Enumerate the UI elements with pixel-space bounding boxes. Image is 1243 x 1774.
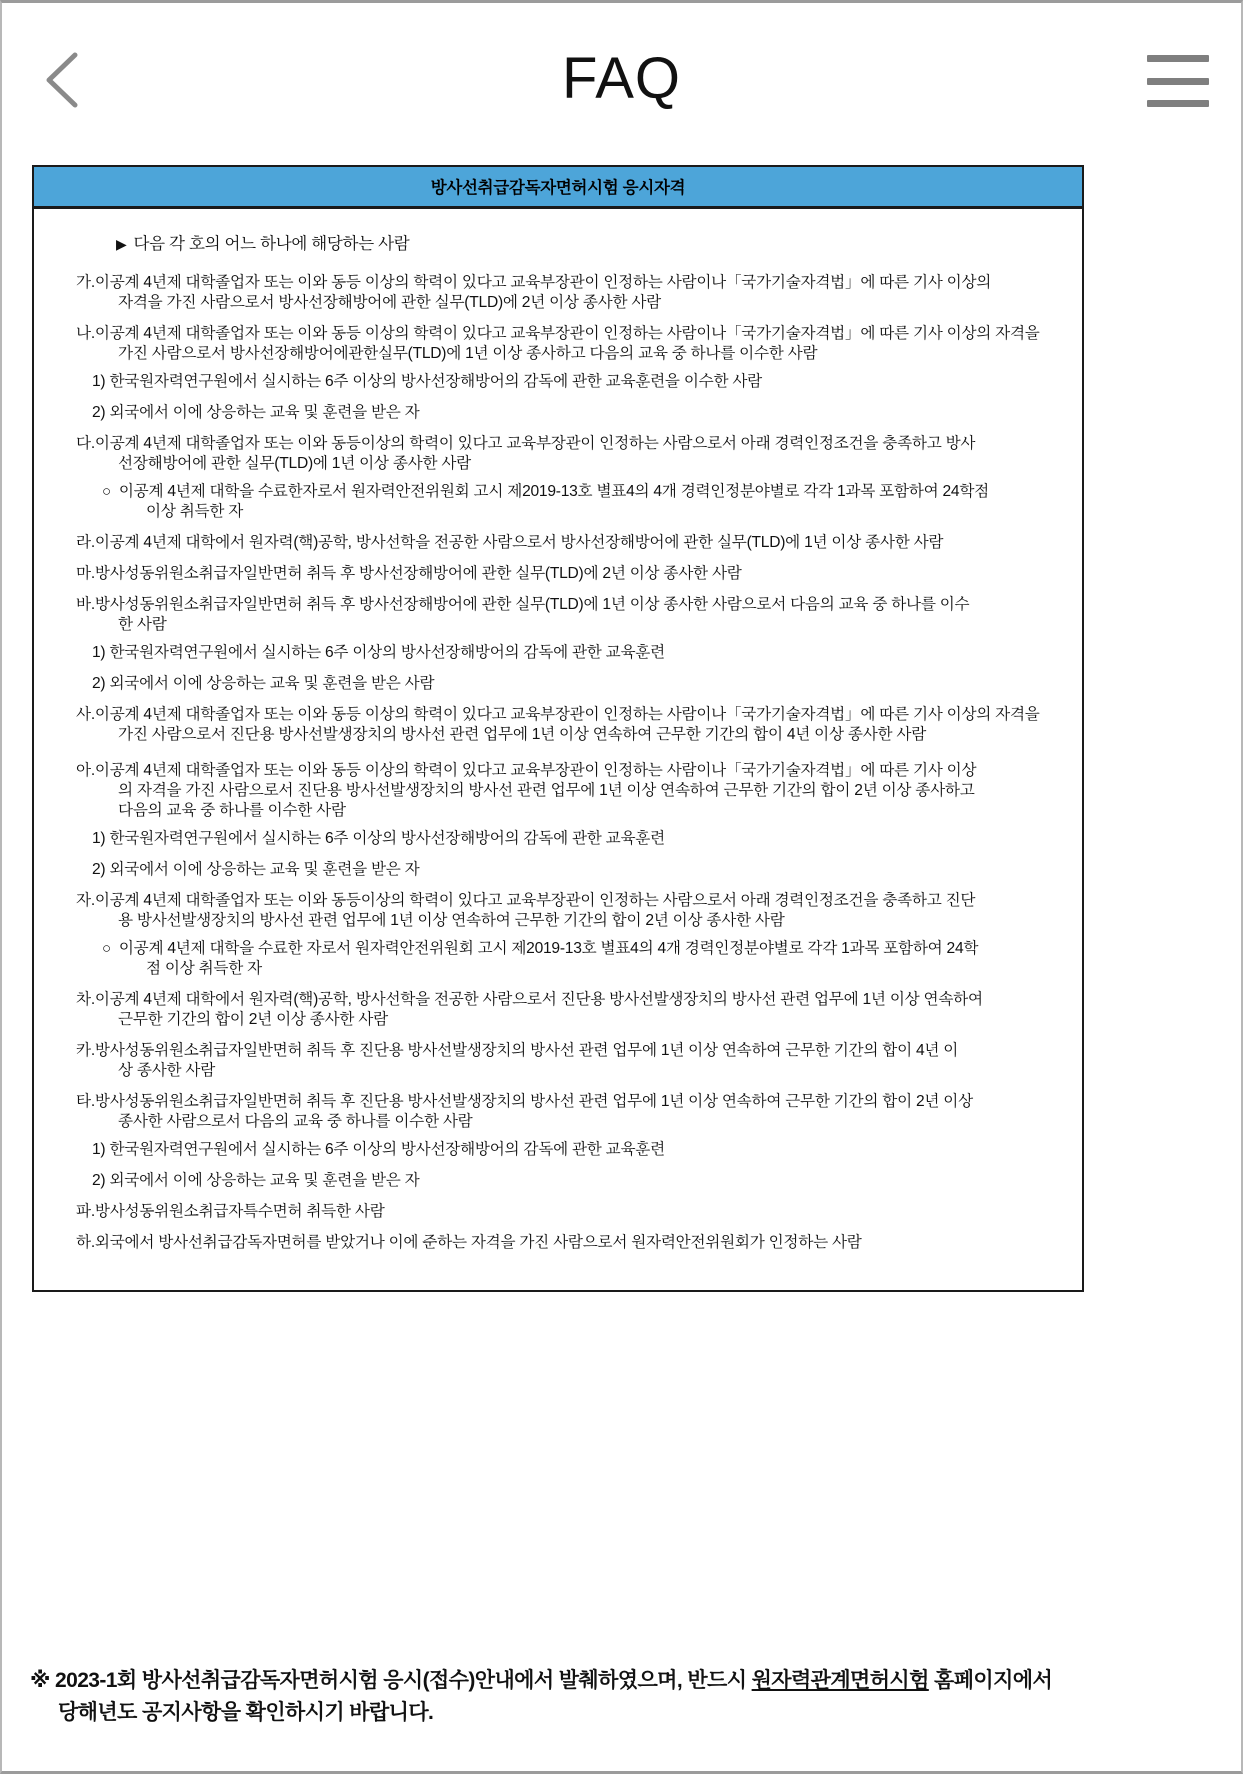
item-line: 종사한 사람으로서 다음의 교육 중 하나를 이수한 사람 <box>118 1113 473 1130</box>
lead-line <box>116 233 1072 255</box>
list-item <box>76 705 1072 745</box>
footnote-prefix: ※ 2023-1회 방사선취급감독자면허시험 응시(접수)안내에서 발췌하였으며, 반드시 <box>30 1669 752 1692</box>
list-item <box>76 1092 1072 1132</box>
sub-list <box>92 1140 1072 1191</box>
list-item <box>76 1041 1072 1081</box>
circle-text: 이공계 4년제 대학을 수료한자로서 원자력안전위원회 고시 제2019-13호 별표4의 4개 경력인정분야별로 각각 1과목 포함하여 24학점 <box>118 483 989 500</box>
list-item <box>76 891 1072 931</box>
sub-item: 1) 한국원자력연구원에서 실시하는 6주 이상의 방사선장해방어의 감독에 관한 교육훈련을 이수한 사람 <box>92 373 762 390</box>
sub-item: 2) 외국에서 이에 상응하는 교육 및 훈련을 받은 자 <box>92 861 420 878</box>
document-body <box>34 209 1082 1290</box>
sub-list <box>92 829 1072 880</box>
list-item <box>76 990 1072 1030</box>
item-line: 가진 사람으로서 진단용 방사선발생장치의 방사선 관련 업무에 1년 이상 연속하여 근무한 기간의 합이 4년 이상 종사한 사람 <box>118 726 927 743</box>
item-line: 파.방사성동위원소취급자특수면허 취득한 사람 <box>76 1203 385 1220</box>
menu-bar-2 <box>1147 78 1209 85</box>
sub-item: 2) 외국에서 이에 상응하는 교육 및 훈련을 받은 자 <box>92 404 420 421</box>
sub-item: 1) 한국원자력연구원에서 실시하는 6주 이상의 방사선장해방어의 감독에 관한 교육훈련 <box>92 644 665 661</box>
item-line: 다음의 교육 중 하나를 이수한 사람 <box>118 802 346 819</box>
sub-item: 1) 한국원자력연구원에서 실시하는 6주 이상의 방사선장해방어의 감독에 관한 교육훈련 <box>92 830 665 847</box>
app-bar <box>2 3 1241 155</box>
list-item <box>76 324 1072 364</box>
item-line: 자격을 가진 사람으로서 방사선장해방어에 관한 실무(TLD)에 2년 이상 종사한 사람 <box>118 294 661 311</box>
item-line: 하.외국에서 방사선취급감독자면허를 받았거나 이에 준하는 자격을 가진 사람으로서 원자력안전위원회가 인정하는 사람 <box>76 1234 862 1251</box>
circle-line <box>102 939 1072 959</box>
circle-text: 이공계 4년제 대학을 수료한 자로서 원자력안전위원회 고시 제2019-13호 별표4의 4개 경력인정분야별로 각각 1과목 포함하여 24학 <box>118 940 979 957</box>
item-line: 타.방사성동위원소취급자일반면허 취득 후 진단용 방사선발생장치의 방사선 관련 업무에 1년 이상 연속하여 근무한 기간의 합이 2년 이상 <box>76 1093 973 1110</box>
triangle-bullet-icon: ▶ <box>116 236 127 252</box>
item-line: 나.이공계 4년제 대학졸업자 또는 이와 동등 이상의 학력이 있다고 교육부장관이 인정하는 사람이나「국가기술자격법」에 따른 기사 이상의 자격을 <box>76 325 1040 342</box>
list-item <box>76 1233 1072 1253</box>
list-item <box>76 1202 1072 1222</box>
item-line: 다.이공계 4년제 대학졸업자 또는 이와 동등이상의 학력이 있다고 교육부장관이 인정하는 사람으로서 아래 경력인정조건을 충족하고 방사 <box>76 435 976 452</box>
circle-line: 점 이상 취득한 자 <box>146 960 262 977</box>
item-line: 사.이공계 4년제 대학졸업자 또는 이와 동등 이상의 학력이 있다고 교육부장관이 인정하는 사람이나「국가기술자격법」에 따른 기사 이상의 자격을 <box>76 706 1040 723</box>
item-line: 차.이공계 4년제 대학에서 원자력(핵)공학, 방사선학을 전공한 사람으로서 진단용 방사선발생장치의 방사선 관련 업무에 1년 이상 연속하여 <box>76 991 983 1008</box>
list-item <box>76 564 1072 584</box>
item-line: 선장해방어에 관한 실무(TLD)에 1년 이상 종사한 사람 <box>118 455 471 472</box>
list-item <box>76 273 1072 313</box>
item-line: 바.방사성동위원소취급자일반면허 취득 후 방사선장해방어에 관한 실무(TLD)에 1년 이상 종사한 사람으로서 다음의 교육 중 하나를 이수 <box>76 596 970 613</box>
footnote-line-1 <box>30 1665 1210 1697</box>
sub-item: 2) 외국에서 이에 상응하는 교육 및 훈련을 받은 자 <box>92 1172 420 1189</box>
item-line: 자.이공계 4년제 대학졸업자 또는 이와 동등이상의 학력이 있다고 교육부장관이 인정하는 사람으로서 아래 경력인정조건을 충족하고 진단 <box>76 892 976 909</box>
page-title: FAQ <box>561 46 682 111</box>
item-line: 가.이공계 4년제 대학졸업자 또는 이와 동등 이상의 학력이 있다고 교육부장관이 인정하는 사람이나「국가기술자격법」에 따른 기사 이상의 <box>76 274 992 291</box>
list-item <box>76 533 1072 553</box>
footnote <box>30 1665 1210 1729</box>
circle-bullet-icon: ○ <box>102 940 111 957</box>
item-line: 상 종사한 사람 <box>118 1062 216 1079</box>
circle-line: 이상 취득한 자 <box>146 503 244 520</box>
sub-list <box>92 643 1072 694</box>
menu-bar-1 <box>1147 55 1209 62</box>
list-item <box>76 595 1072 635</box>
circle-bullet-item <box>102 939 1072 979</box>
item-line: 마.방사성동위원소취급자일반면허 취득 후 방사선장해방어에 관한 실무(TLD)에 2년 이상 종사한 사람 <box>76 565 742 582</box>
footnote-link[interactable]: 원자력관계면허시험 <box>751 1669 929 1692</box>
hamburger-menu-icon[interactable] <box>1147 55 1209 107</box>
sub-list <box>92 372 1072 423</box>
document-header-title: 방사선취급감독자면허시험 응시자격 <box>34 167 1082 209</box>
item-line: 의 자격을 가진 사람으로서 진단용 방사선발생장치의 방사선 관련 업무에 1년 이상 연속하여 근무한 기간의 합이 2년 이상 종사하고 <box>118 782 975 799</box>
list-item <box>76 761 1072 821</box>
footnote-suffix: 홈페이지에서 <box>928 1669 1053 1692</box>
item-line: 한 사람 <box>118 616 167 633</box>
circle-bullet-icon: ○ <box>102 483 111 500</box>
lead-text: 다음 각 호의 어느 하나에 해당하는 사람 <box>133 235 410 253</box>
item-line: 가진 사람으로서 방사선장해방어에관한실무(TLD)에 1년 이상 종사하고 다음의 교육 중 하나를 이수한 사람 <box>118 345 818 362</box>
circle-line <box>102 482 1072 502</box>
item-line: 용 방사선발생장치의 방사선 관련 업무에 1년 이상 연속하여 근무한 기간의 합이 2년 이상 종사한 사람 <box>118 912 785 929</box>
menu-bar-3 <box>1147 100 1209 107</box>
item-line: 라.이공계 4년제 대학에서 원자력(핵)공학, 방사선학을 전공한 사람으로서 방사선장해방어에 관한 실무(TLD)에 1년 이상 종사한 사람 <box>76 534 944 551</box>
list-item <box>76 434 1072 474</box>
faq-document <box>32 165 1084 1292</box>
sub-item: 1) 한국원자력연구원에서 실시하는 6주 이상의 방사선장해방어의 감독에 관한 교육훈련 <box>92 1141 665 1158</box>
item-line: 아.이공계 4년제 대학졸업자 또는 이와 동등 이상의 학력이 있다고 교육부장관이 인정하는 사람이나「국가기술자격법」에 따른 기사 이상 <box>76 762 977 779</box>
item-line: 근무한 기간의 합이 2년 이상 종사한 사람 <box>118 1011 388 1028</box>
sub-item: 2) 외국에서 이에 상응하는 교육 및 훈련을 받은 사람 <box>92 675 435 692</box>
circle-bullet-item <box>102 482 1072 522</box>
footnote-line-2: 당해년도 공지사항을 확인하시기 바랍니다. <box>58 1701 434 1724</box>
item-line: 카.방사성동위원소취급자일반면허 취득 후 진단용 방사선발생장치의 방사선 관련 업무에 1년 이상 연속하여 근무한 기간의 합이 4년 이 <box>76 1042 959 1059</box>
